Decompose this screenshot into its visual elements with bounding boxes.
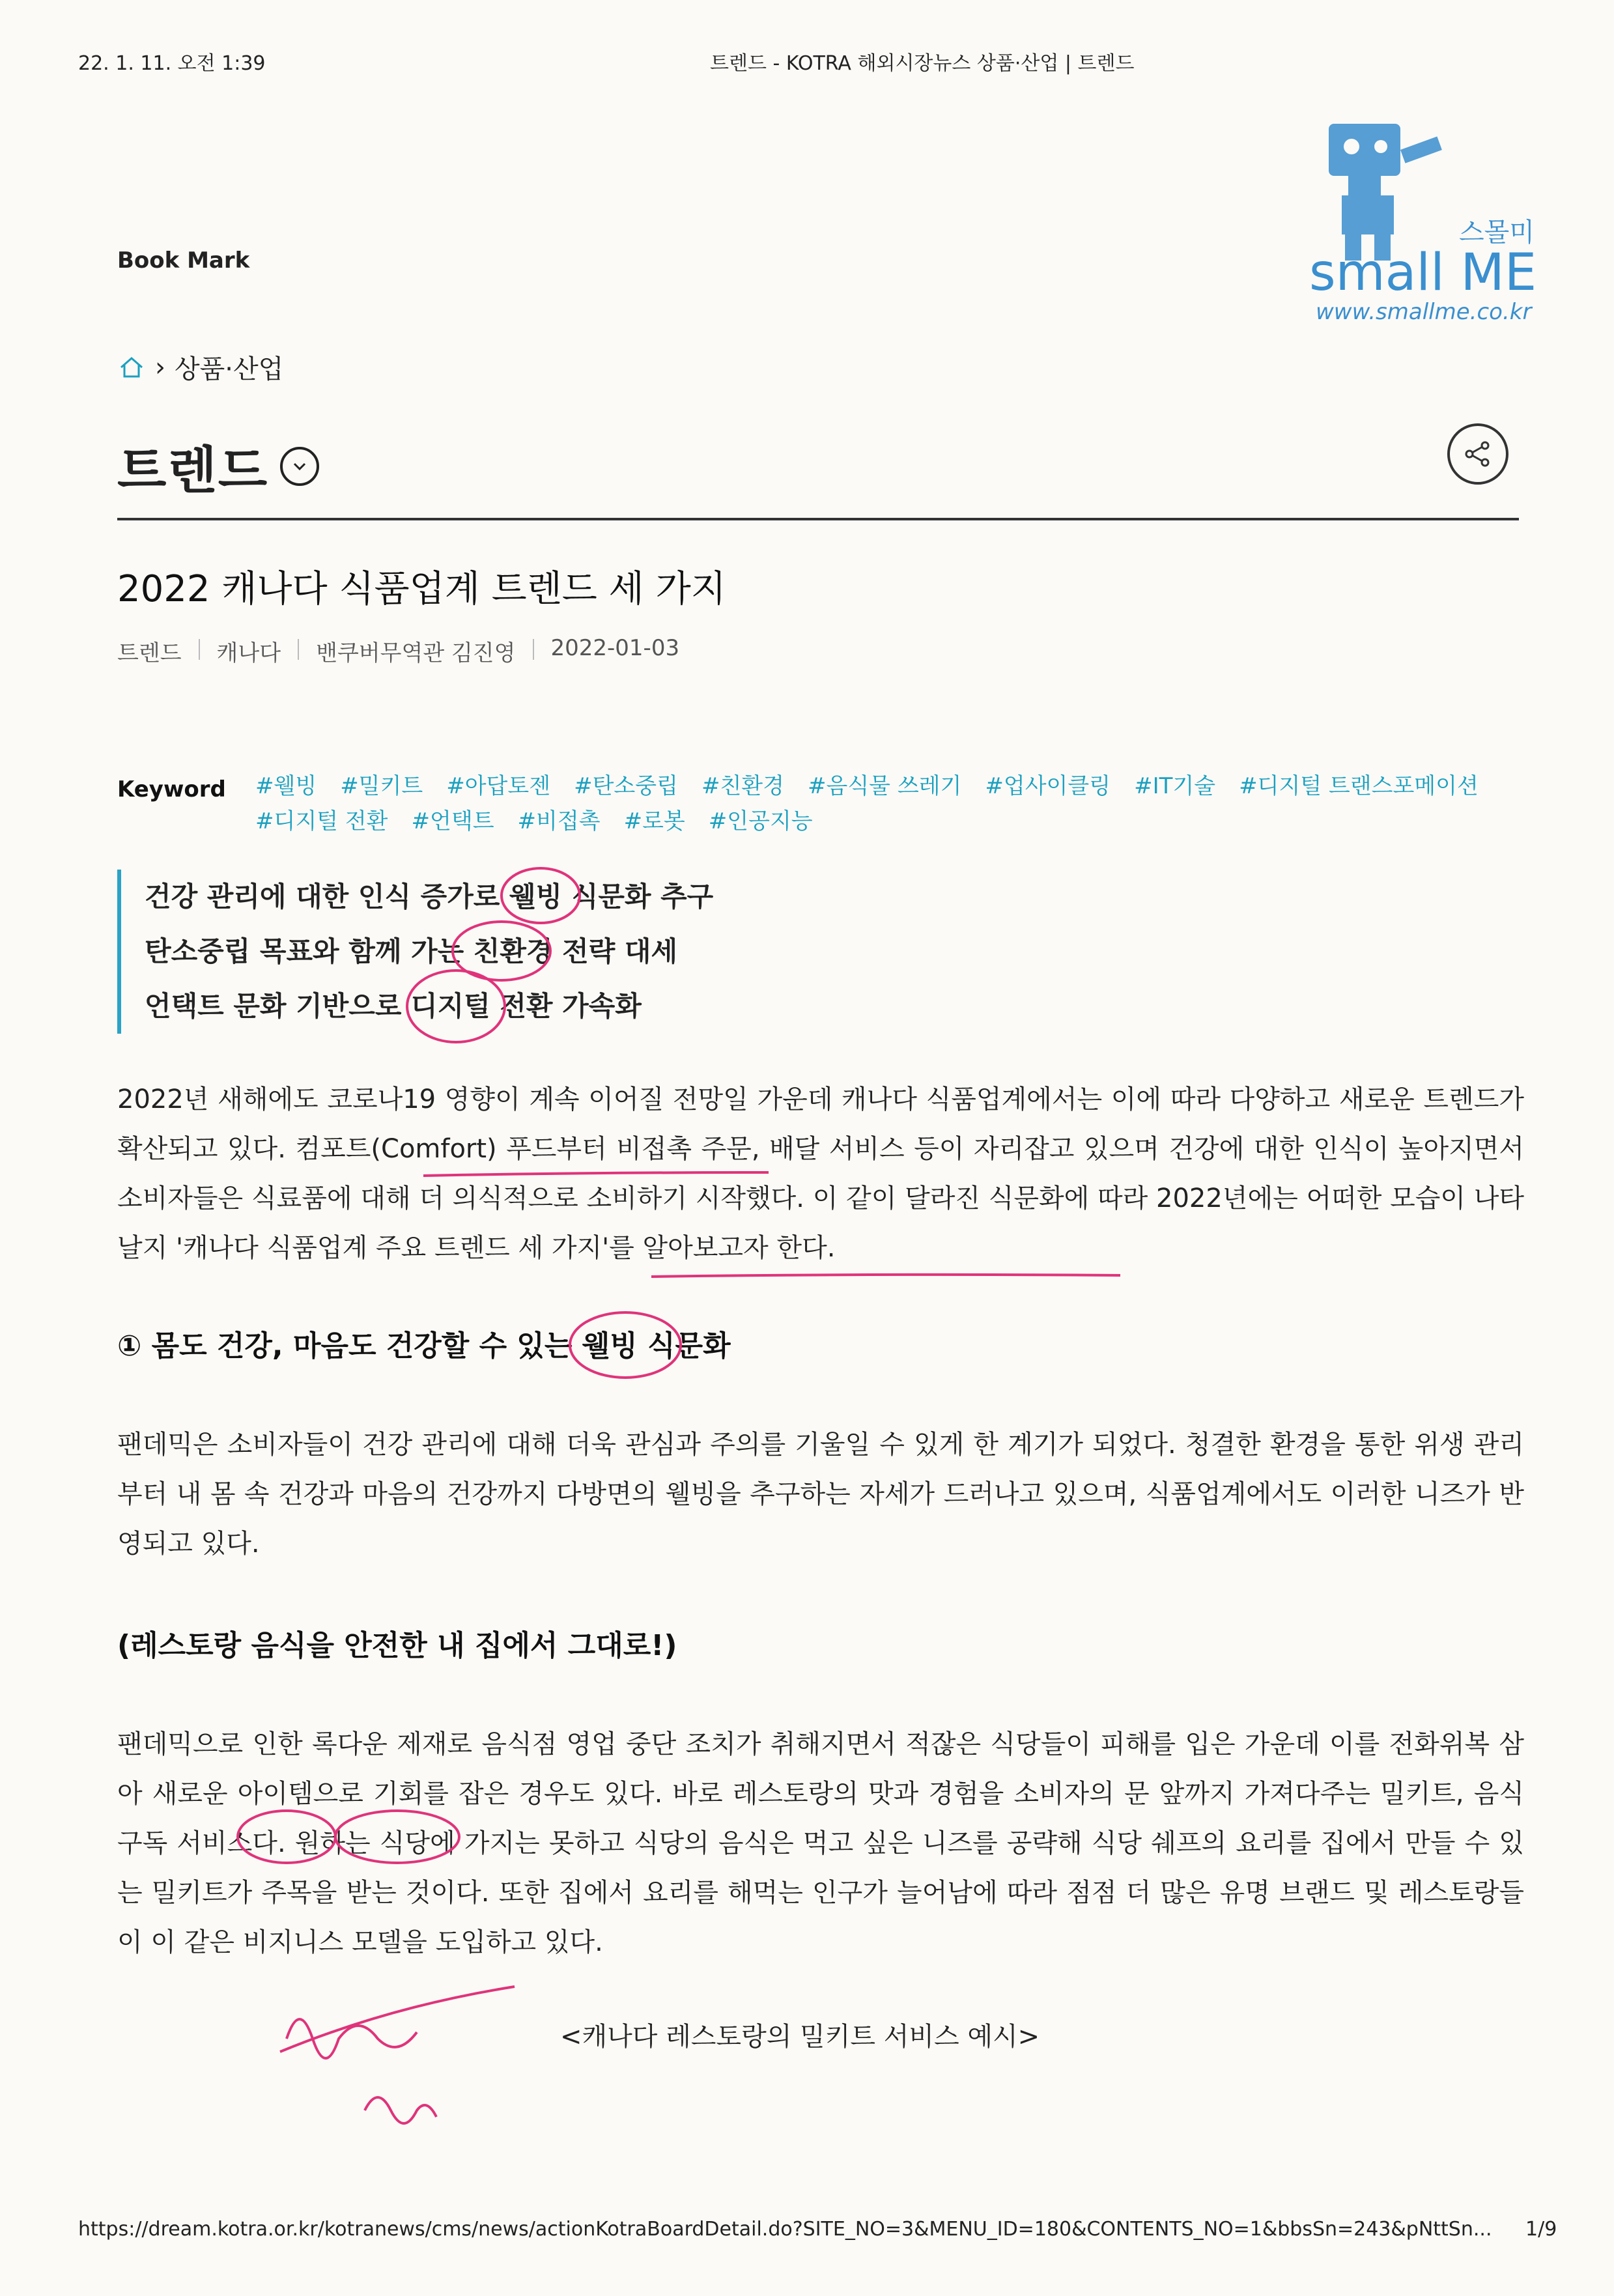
keyword-tag[interactable]: #탄소중립 <box>574 773 678 799</box>
bookmark-label: Book Mark <box>117 248 250 274</box>
meta-category: 트렌드 <box>117 640 182 666</box>
robot-logo-icon <box>1303 111 1537 332</box>
keyword-tag[interactable]: #IT기술 <box>1134 773 1216 799</box>
print-page-title: 트렌드 - KOTRA 해외시장뉴스 상품·산업 | 트렌드 <box>710 52 1135 75</box>
home-icon[interactable] <box>117 353 146 382</box>
pen-scribble <box>280 1987 515 2052</box>
keyword-tag[interactable]: #업사이클링 <box>985 773 1111 799</box>
page-number: 1/9 <box>1525 2218 1557 2241</box>
keyword-tag[interactable]: #밀키트 <box>340 773 423 799</box>
keyword-tag[interactable]: #디지털 트랜스포메이션 <box>1239 773 1479 799</box>
section-dropdown-button[interactable] <box>280 447 319 486</box>
summary-line: 건강 관리에 대한 인식 증가로 웰빙 식문화 추구 <box>145 881 714 913</box>
keyword-tag[interactable]: #디지털 전환 <box>255 808 388 834</box>
meta-country: 캐나다 <box>216 640 281 666</box>
sub-heading: (레스토랑 음식을 안전한 내 집에서 그대로!) <box>117 1629 677 1662</box>
keyword-tag[interactable]: #음식물 쓰레기 <box>808 773 962 799</box>
image-caption: <캐나다 레스토랑의 밀키트 서비스 예시> <box>560 2022 1040 2052</box>
breadcrumb-separator: › <box>155 352 165 382</box>
pen-scribble <box>365 2097 436 2123</box>
svg-text:www.smallme.co.kr: www.smallme.co.kr <box>1316 299 1532 325</box>
section-title <box>117 430 319 503</box>
summary-line: 탄소중립 목표와 함께 가는 친환경 전략 대세 <box>145 935 678 967</box>
chevron-down-icon <box>290 457 309 475</box>
meta-date: 2022-01-03 <box>550 635 680 661</box>
body-paragraph: 팬데믹으로 인한 록다운 제재로 음식점 영업 중단 조치가 취해지면서 적잖은 식당들이 피해를 입은 가운데 이를 전화위복 삼아 새로운 아이템으로 기회를 잡은 경우도 있다. 바로 레스토랑의 맛과 경험을 소비자의 문 앞까지 가져다주는 밀키트, 음식 구독 서비스다. 원하는 식당에 가지는 못하고 식당의 음식은 먹고 싶은 니즈를 공략해 식당 쉐프의 요리를 집에서 만들 수 있는 밀키트가 주목을 받는 것이다. 또한 집에서 요리를 해먹는 인구가 늘어남에 따라 점점 더 많은 유명 브랜드 및 레스토랑들이 이 같은 비지니스 모델을 도입하고 있다. <box>117 1729 1524 1957</box>
svg-text:스몰미: 스몰미 <box>1459 218 1535 248</box>
body-paragraph: 팬데믹은 소비자들이 건강 관리에 대해 더욱 관심과 주의를 기울일 수 있게 한 계기가 되었다. 청결한 환경을 통한 위생 관리부터 내 몸 속 건강과 마음의 건강까지 다방면의 웰빙을 추구하는 자세가 드러나고 있으며, 식품업계에서도 이러한 니즈가 반영되고 있다. <box>117 1430 1524 1559</box>
summary-box <box>117 870 713 1034</box>
keyword-tag[interactable]: #로봇 <box>623 808 685 834</box>
keyword-label: Keyword <box>117 776 226 802</box>
meta-author: 밴쿠버무역관 김진영 <box>316 640 516 666</box>
print-datetime: 22. 1. 11. 오전 1:39 <box>78 52 266 75</box>
print-url: https://dream.kotra.or.kr/kotranews/cms/news/actionKotraBoardDetail.do?SITE_NO=3&MENU_ID=180&CONTENTS_NO=1&bbsSn=243&pNttSn... <box>78 2218 1492 2241</box>
breadcrumb <box>117 348 283 386</box>
summary-line: 언택트 문화 기반으로 디지털 전환 가속화 <box>145 990 642 1022</box>
pen-underline <box>651 1275 1120 1277</box>
keyword-tag[interactable]: #언택트 <box>411 808 494 834</box>
breadcrumb-item[interactable]: 상품·산업 <box>175 354 284 384</box>
divider <box>117 518 1519 520</box>
article-title: 2022 캐나다 식품업계 트렌드 세 가지 <box>117 568 726 610</box>
keyword-tag[interactable]: #인공지능 <box>708 808 813 834</box>
pen-scribble <box>287 2019 417 2058</box>
keyword-tag[interactable]: #친환경 <box>701 773 784 799</box>
keyword-list <box>255 769 1525 839</box>
article-meta <box>117 635 679 667</box>
intro-paragraph: 2022년 새해에도 코로나19 영향이 계속 이어질 전망일 가운데 캐나다 식품업계에서는 이에 따라 다양하고 새로운 트렌드가 확산되고 있다. 컴포트(Comfort) 푸드부터 비접촉 주문, 배달 서비스 등이 자리잡고 있으며 건강에 대한 인식이 높아지면서 소비자들은 식료품에 대해 더 의식적으로 소비하기 시작했다. 이 같이 달라진 식문화에 따라 2022년에는 어떠한 모습이 나타날지 '캐나다 식품업계 주요 트렌드 세 가지'를 알아보고자 한다. <box>117 1084 1524 1263</box>
share-button[interactable] <box>1447 423 1508 485</box>
share-icon <box>1462 438 1494 470</box>
section-title-text: 트렌드 <box>117 442 269 500</box>
svg-text:small ME: small ME <box>1309 244 1537 302</box>
section-heading: ① 몸도 건강, 마음도 건강할 수 있는 웰빙 식문화 <box>117 1329 731 1363</box>
smallme-stamp <box>1303 111 1537 332</box>
keyword-tag[interactable]: #아답토젠 <box>446 773 551 799</box>
keyword-tag[interactable]: #웰빙 <box>255 773 317 799</box>
keyword-tag[interactable]: #비접촉 <box>517 808 601 834</box>
